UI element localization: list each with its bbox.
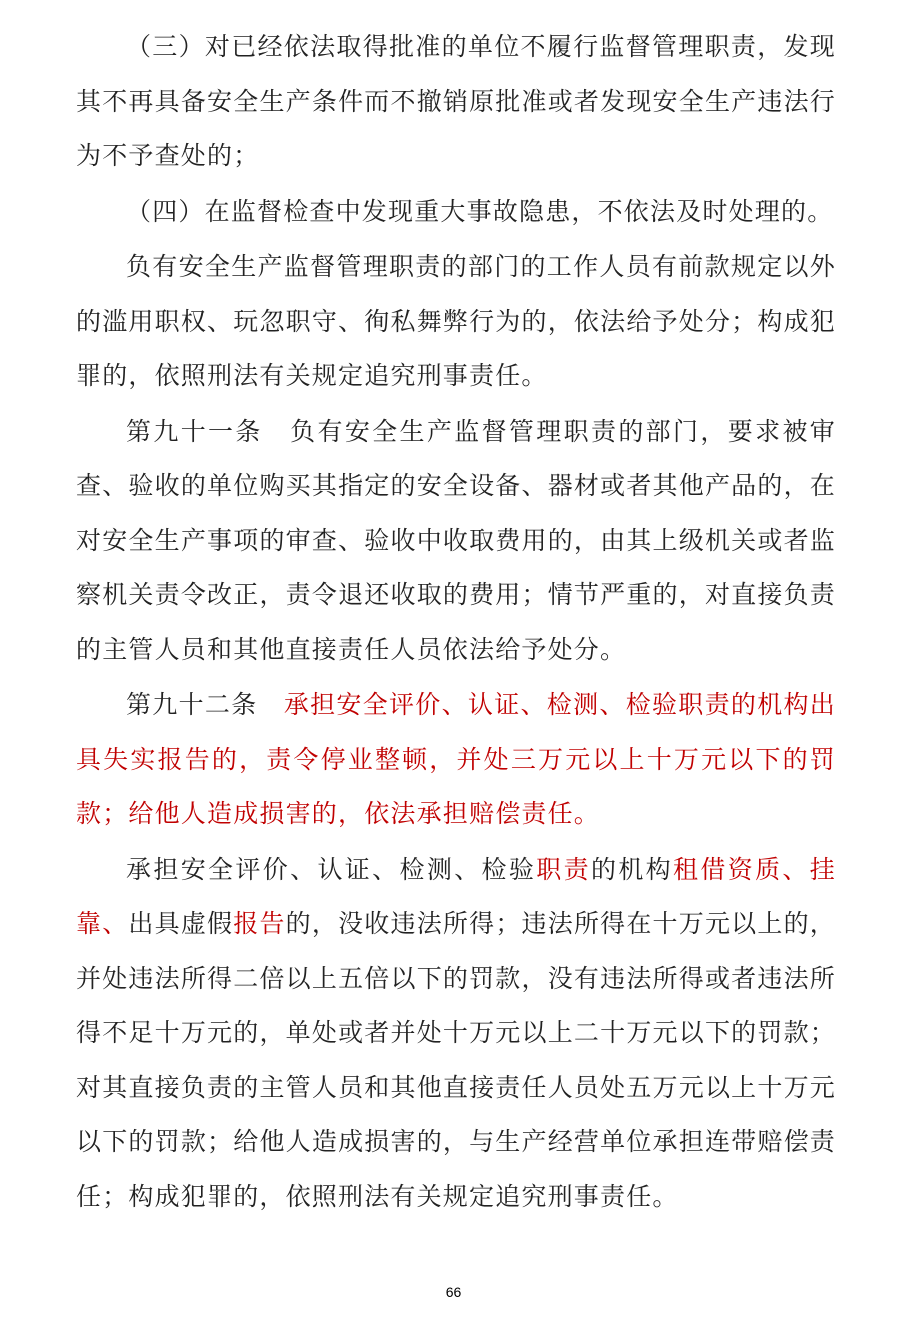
text-segment: 的，没收违法所得；违法所得在十万元以上的，并处违法所得二倍以上五倍以下的罚款，没有违法所得或者违法所得不足十万元的，单处或者并处十万元以上二十万元以下的罚款；对其直接负责的主管人员和其他直接责任人员处五万元以上十万元以下的罚款；给他人造成损害的，与生产经营单位承担连带赔偿责任；构成犯罪的，依照刑法有关规定追究刑事责任。 [76,909,836,1211]
page-number: 66 [445,1284,462,1300]
para-article-92 [76,678,836,842]
text-segment: 的机构 [590,854,674,884]
document-body [76,20,836,1225]
para-other-misconduct [76,240,836,404]
para-article-92-clause-2 [76,843,836,1225]
text-segment: （三）对已经依法取得批准的单位不履行监督管理职责，发现其不再具备安全生产条件而不撤销原批准或者发现安全生产违法行为不予查处的； [76,32,836,170]
highlighted-text: 租借资质、挂靠、 [76,854,836,938]
text-segment: 承担安全评价、认证、检测、检验 [126,854,537,884]
para-item-3 [76,20,836,184]
text-segment: 第九十一条 负有安全生产监督管理职责的部门，要求被审查、验收的单位购买其指定的安全设备、器材或者其他产品的，在对安全生产事项的审查、验收中收取费用的，由其上级机关或者监察机关责令改正，责令退还收取的费用；情节严重的，对直接负责的主管人员和其他直接责任人员依法给予处分。 [76,416,836,664]
para-item-4 [76,185,836,240]
highlighted-text: 职责 [536,854,591,884]
highlighted-text: 承担安全评价、认证、检测、检验职责的机构出具失实报告的，责令停业整顿，并处三万元以上十万元以下的罚款；给他人造成损害的，依法承担赔偿责任。 [76,690,837,828]
text-segment: （四）在监督检查中发现重大事故隐患，不依法及时处理的。 [126,196,834,226]
para-article-91 [76,405,836,678]
text-segment: 出具虚假 [128,909,234,938]
text-segment: 负有安全生产监督管理职责的部门的工作人员有前款规定以外的滥用职权、玩忽职守、徇私舞弊行为的，依法给予处分；构成犯罪的，依照刑法有关规定追究刑事责任。 [76,252,836,390]
text-segment: 第九十二条 [126,690,284,719]
highlighted-text: 报告 [233,909,286,938]
